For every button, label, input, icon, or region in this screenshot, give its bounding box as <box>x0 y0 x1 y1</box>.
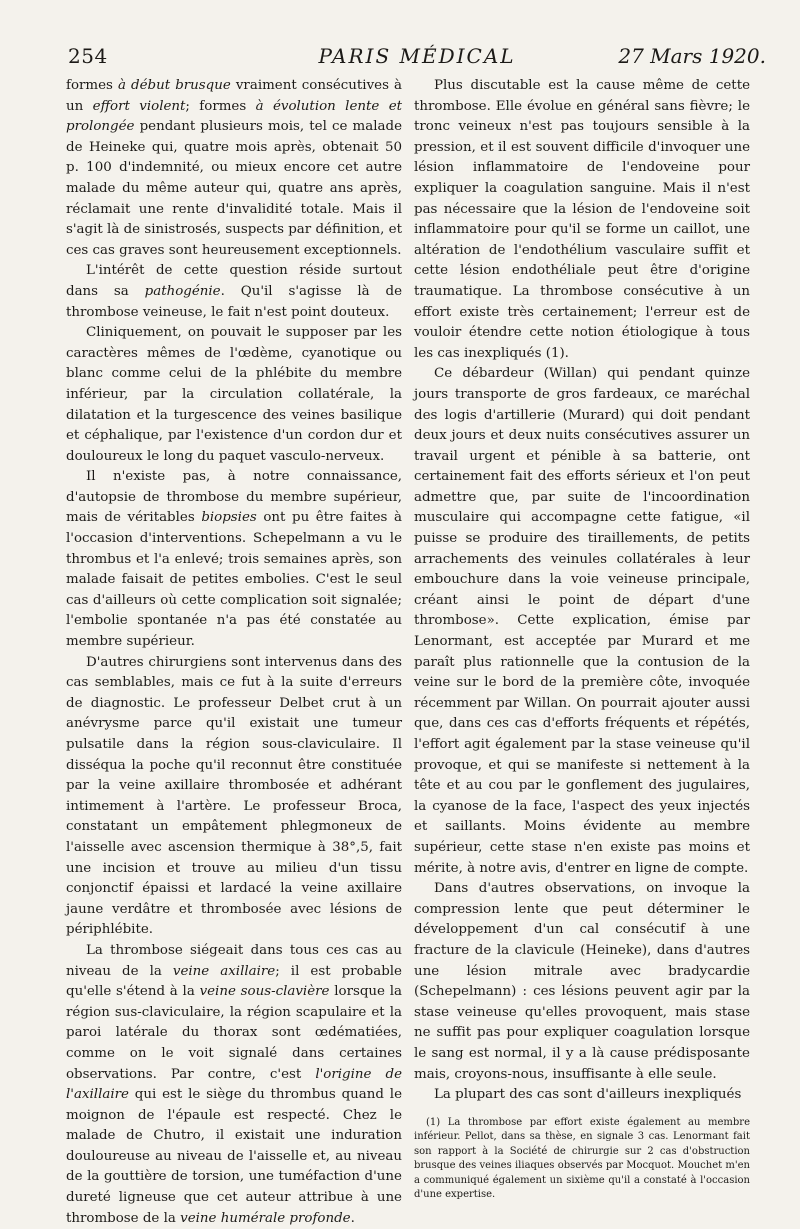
left-column <box>66 76 402 1229</box>
paragraph: Cliniquement, on pouvait le supposer par les caractères mêmes de l'œdème, cyanotique ou blanc comme celui de la phlébite du membre inférieur, par la circulation collatérale, la dilatation et la turgescence des veines basilique et céphalique, par l'existence d'un cordon dur et douloureux le long du paquet vasculo-nerveux. <box>66 325 402 464</box>
paragraph: La plupart des cas sont d'ailleurs inexpliqués <box>434 1087 742 1103</box>
paragraph: Ce débardeur (Willan) qui pendant quinze jours transporte de gros fardeaux, ce maréchal des logis d'artillerie (Murard) qui doit pendant deux jours et deux nuits consécutives assurer un travail urgent et pénible à sa batterie, ont certainement fait des efforts sérieux et l'on peut admettre que, par suite de l'incoordination musculaire qui accompagne cette fatigue, «il puisse se produire des tiraillements, de petits arrachements des veinules collatérales à leur embouchure dans la voie veineuse principale, créant ainsi le point de départ d'une thrombose». Cette explication, émise par Lenormant, est acceptée par Murard et me paraît plus rationnelle que la contusion de la veine sur le bord de la première côte, invoquée récemment par Willan. On pourrait ajouter aussi que, dans ces cas d'efforts fréquents et répétés, l'effort agit également par la stase veineuse qu'il provoque, et qui se manifeste si nettement à la tête et au cou par le gonflement des jugulaires, la cyanose de la face, l'aspect des yeux injectés et saillants. Moins évidente au membre supérieur, cette stase n'en existe pas moins et mérite, à notre avis, d'entrer en ligne de compte. <box>414 366 750 876</box>
right-column <box>414 76 750 1203</box>
paragraph: D'autres chirurgiens sont intervenus dans des cas semblables, mais ce fut à la suite d'erreurs de diagnostic. Le professeur Delbet crut à un anévrysme parce qu'il existait une tumeur pulsatile dans la région sous-claviculaire. Il disséqua la poche qu'il reconnut être constituée par la veine axillaire thrombosée et adhérant intimement à l'artère. Le professeur Broca, constatant un empâtement phlegmoneux de l'aisselle avec ascension thermique à 38°,5, fait une incision et trouve au milieu d'un tissu conjonctif épaissi et lardacé la veine axillaire jaune verdâtre et thrombosée avec lésions de périphlébite. <box>66 654 402 938</box>
paragraph: Dans d'autres observations, on invoque la compression lente que peut déterminer le développement d'un cal consécutif à une fracture de la clavicule (Heineke), dans d'autres une lésion mitrale avec bradycardie (Schepelmann) : ces lésions peuvent agir par la stase veineuse qu'elles provoquent, mais stase ne suffit pas pour expliquer coagulation lorsque le sang est normal, il y a là cause prédisposante mais, croyons-nous, insuffisante à elle seule. <box>414 881 750 1082</box>
paragraph: formes à début brusque vraiment consécutives à un effort violent; formes à évolution lente et prolongée pendant plusieurs mois, tel ce malade de Heineke qui, quatre mois après, obtenait 50 p. 100 d'indemnité, ou mieux encore cet autre malade du même auteur qui, quatre ans après, réclamait une rente d'invalidité totale. Mais il s'agit là de sinistrosés, suspects par définition, et ces cas graves sont heureusement exceptionnels. <box>66 78 402 258</box>
journal-title: PARIS MÉDICAL <box>318 44 516 68</box>
paragraph: L'intérêt de cette question réside surtout dans sa pathogénie. Qu'il s'agisse là de thrombose veineuse, le fait n'est point douteux. <box>66 263 403 320</box>
paragraph: La thrombose siégeait dans tous ces cas au niveau de la veine axillaire; il est probable qu'elle s'étend à la veine sous-clavière lorsque la région sus-claviculaire, la région scapulaire et la paroi latérale du thorax sont œdématiées, comme on le voit signalé dans certaines observations. Par contre, c'est l'origine de l'axillaire qui est le siège du thrombus quand le moignon de l'épaule est respecté. Chez le malade de Chutro, il existait une induration douloureuse au niveau de l'aisselle et, au niveau de la gouttière de torsion, une tuméfaction d'une dureté ligneuse que cet auteur attribue à une thrombose de la veine humérale profonde. <box>66 942 402 1226</box>
paragraph: Plus discutable est la cause même de cette thrombose. Elle évolue en général sans fièvre; le tronc veineux n'est pas toujours sensible à la pression, et il est souvent difficile d'invoquer une lésion inflammatoire de l'endoveine pour expliquer la coagulation sanguine. Mais il n'est pas nécessaire que la lésion de l'endoveine soit inflammatoire pour qu'il se forme un caillot, une altération de l'endothélium vasculaire suffit et cette lésion endothéliale peut être d'origine traumatique. La thrombose consécutive à un effort existe très certainement; l'erreur est de vouloir étendre cette notion étiologique à tous les cas inexpliqués (1). <box>414 78 750 361</box>
footnote <box>414 1116 750 1203</box>
footnote-text: (1) La thrombose par effort existe également au membre inférieur. Pellot, dans sa thèse, en signale 3 cas. Lenormant fait son rapport à la Société de chirurgie sur 2 cas d'obstruction brusque des veines iliaques observés par Mocquot. Mouchet m'en a communiqué également un sixième qu'il a constaté à l'occasion d'une expertise. <box>414 1116 750 1201</box>
page-header <box>68 40 766 74</box>
issue-date: 27 Mars 1920. <box>618 44 766 68</box>
page-number: 254 <box>68 44 108 68</box>
paragraph: Il n'existe pas, à notre connaissance, d'autopsie de thrombose du membre supérieur, mais de véritables biopsies ont pu être faites à l'occasion d'interventions. Schepelmann a vu le thrombus et l'a enlevé; trois semaines après, son malade faisait de petites embolies. C'est le seul cas d'ailleurs où cette complication soit signalée; l'embolie spontanée n'a pas été constatée au membre supérieur. <box>66 469 403 650</box>
